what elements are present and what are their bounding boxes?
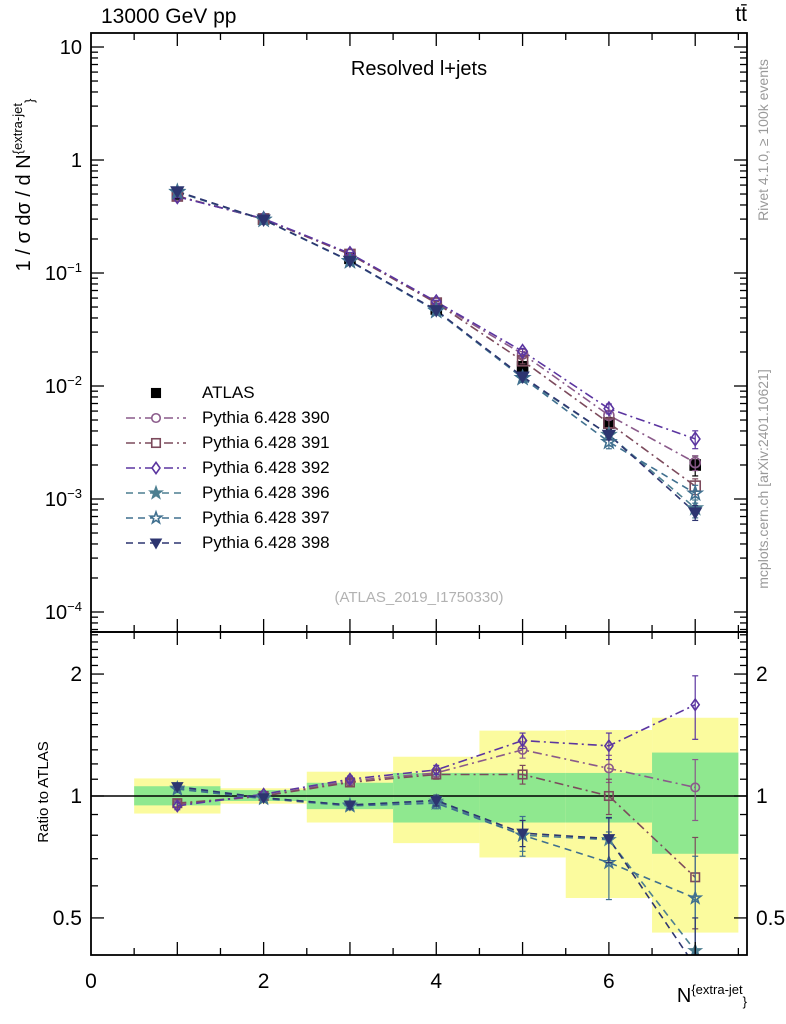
main-y-axis-label-sup: {extra-jet [10, 103, 25, 155]
x-axis-label-base: N [676, 985, 692, 1007]
svg-text:10−1: $10^{-1}$ [44, 260, 82, 286]
svg-text:4: 4 [430, 970, 443, 993]
legend-marker-icon [124, 433, 188, 453]
svg-text:10−2: $10^{-2}$ [44, 373, 82, 399]
svg-text:0.5: 0.5 [756, 906, 786, 930]
svg-text:10: 10 [59, 37, 82, 60]
panel-title: Resolved l+jets [350, 58, 488, 80]
legend-item-3 [124, 455, 330, 480]
svg-text:1: 1 [70, 784, 82, 808]
svg-text:1: 1 [756, 784, 768, 808]
main-y-axis-label [10, 9, 38, 361]
legend-marker-icon [124, 383, 188, 403]
rivet-version-note: Rivet 4.1.0, ≥ 100k events [755, 59, 771, 221]
x-axis-label-close: } [742, 994, 747, 1009]
header-process-label: tt̄ [735, 3, 747, 26]
x-axis-label-sup: {extra-jet [691, 982, 743, 997]
watermark-label: (ATLAS_2019_I1750330) [334, 589, 504, 606]
legend-item-0 [124, 380, 330, 405]
header-beam-label: 13000 GeV pp [101, 5, 237, 28]
legend-marker-icon [124, 533, 188, 553]
svg-text:2: 2 [257, 970, 270, 993]
svg-text:2: 2 [756, 663, 768, 687]
svg-text:6: 6 [603, 970, 615, 993]
svg-text:1: 1 [70, 150, 82, 173]
svg-text:10−3: $10^{-3}$ [44, 486, 82, 512]
main-y-axis-label-close: } [22, 98, 37, 104]
svg-text:0: 0 [85, 970, 97, 993]
ratio-y-axis-label: Ratio to ATLAS [35, 741, 52, 843]
svg-text:2: 2 [70, 663, 82, 687]
legend-marker-icon [124, 458, 188, 478]
legend-item-label: Pythia 6.428 391 [202, 432, 330, 452]
x-axis-label [480, 982, 747, 1009]
legend-item-label: Pythia 6.428 390 [202, 407, 330, 427]
legend-item-6 [124, 530, 330, 555]
legend [124, 380, 330, 555]
legend-marker-icon [124, 483, 188, 503]
legend-item-label: Pythia 6.428 397 [202, 507, 330, 527]
legend-item-label: Pythia 6.428 398 [202, 532, 330, 552]
legend-marker-icon [124, 508, 188, 528]
legend-item-label: Pythia 6.428 396 [202, 482, 330, 502]
legend-item-1 [124, 405, 330, 430]
svg-text:0.5: 0.5 [52, 906, 82, 930]
legend-item-label: Pythia 6.428 392 [202, 457, 330, 477]
legend-item-5 [124, 505, 330, 530]
main-y-axis-label-base: 1 / σ dσ / d N [13, 154, 35, 272]
legend-item-label: ATLAS [202, 382, 255, 402]
mcplots-arxiv-note: mcplots.cern.ch [arXiv:2401.10621] [755, 369, 771, 589]
legend-marker-icon [124, 408, 188, 428]
legend-item-4 [124, 480, 330, 505]
svg-text:10−4: $10^{-4}$ [44, 598, 82, 624]
legend-item-2 [124, 430, 330, 455]
